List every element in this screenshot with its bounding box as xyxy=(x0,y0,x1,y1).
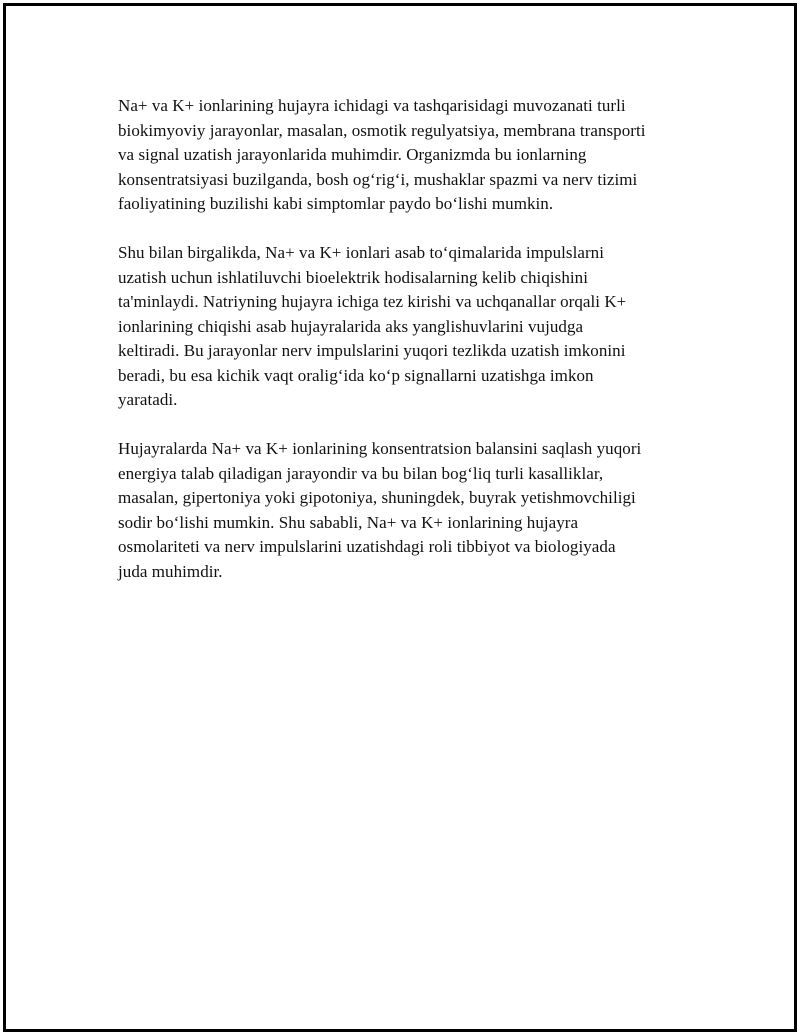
text-line: faoliyatining buzilishi kabi simptomlar paydo bo‘lishi mumkin. xyxy=(118,194,554,213)
document-body xyxy=(118,94,698,609)
paragraph-1 xyxy=(118,94,698,217)
text-line: Na+ va K+ ionlarining hujayra ichidagi va tashqarisidagi muvozanati turli xyxy=(118,96,626,115)
text-line: keltiradi. Bu jarayonlar nerv impulslarini yuqori tezlikda uzatish imkonini xyxy=(118,341,626,360)
text-line: uzatish uchun ishlatiluvchi bioelektrik hodisalarning kelib chiqishini xyxy=(118,267,588,287)
paragraph-2 xyxy=(118,241,698,413)
text-line: beradi, bu esa kichik vaqt oralig‘ida ko‘p signallarni uzatishga imkon xyxy=(118,365,594,385)
text-line: yaratadi. xyxy=(118,390,178,409)
text-line: ta'minlaydi. Natriyning hujayra ichiga tez kirishi va uchqanallar orqali K+ xyxy=(118,292,627,311)
text-line: juda muhimdir. xyxy=(118,561,223,581)
text-line: sodir bo‘lishi mumkin. Shu sababli, Na+ va K+ ionlarining hujayra xyxy=(118,512,579,532)
paragraph-3 xyxy=(118,437,698,584)
text-line: konsentratsiyasi buzilganda, bosh og‘rig‘i, mushaklar spazmi va nerv tizimi xyxy=(118,169,638,189)
text-line: masalan, gipertoniya yoki gipotoniya, shuningdek, buyrak yetishmovchiligi xyxy=(118,488,636,507)
text-line: va signal uzatish jarayonlarida muhimdir. Organizmda bu ionlarning xyxy=(118,145,587,164)
text-line: Shu bilan birgalikda, Na+ va K+ ionlari asab to‘qimalarida impulslarni xyxy=(118,243,604,262)
text-line: energiya talab qiladigan jarayondir va bu bilan bog‘liq turli kasalliklar, xyxy=(118,463,604,483)
text-line: biokimyoviy jarayonlar, masalan, osmotik regulyatsiya, membrana transporti xyxy=(118,120,646,140)
text-line: ionlarining chiqishi asab hujayralarida aks yanglishuvlarini vujudga xyxy=(118,316,584,336)
text-line: Hujayralarda Na+ va K+ ionlarining konsentratsion balansini saqlash yuqori xyxy=(118,439,642,458)
text-line: osmolariteti va nerv impulslarini uzatishdagi roli tibbiyot va biologiyada xyxy=(118,537,616,556)
